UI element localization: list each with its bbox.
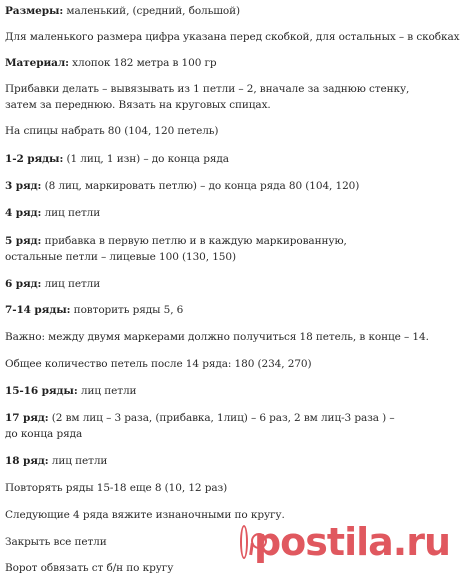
line-row-18: 18 ряд: лиц петли <box>5 455 108 467</box>
line-collar: Ворот обвязать ст б/н по кругу <box>5 562 174 574</box>
line-rows-15-16: 15-16 ряды: лиц петли <box>5 385 137 397</box>
line-increase-note-2: затем за переднюю. Вязать на круговых спицах. <box>5 99 271 111</box>
postila-logo-icon <box>240 525 248 559</box>
line-bind-off: Закрыть все петли <box>5 536 107 548</box>
line-row-6: 6 ряд: лиц петли <box>5 278 101 290</box>
line-important-note: Важно: между двумя маркерами должно получиться 18 петель, в конце – 14. <box>5 331 429 343</box>
line-repeat-rows: Повторять ряды 15-18 еще 8 (10, 12 раз) <box>5 482 228 494</box>
line-rows-1-2: 1-2 ряды: (1 лиц, 1 изн) – до конца ряда <box>5 153 229 165</box>
watermark-text: postila.ru <box>253 520 450 564</box>
line-row-5-cont: остальные петли – лицевые 100 (130, 150) <box>5 251 236 263</box>
line-rows-7-14: 7-14 ряды: повторить ряды 5, 6 <box>5 304 184 316</box>
line-total-stitches: Общее количество петель после 14 ряда: 180 (234, 270) <box>5 358 312 370</box>
line-material: Материал: хлопок 182 метра в 100 гр <box>5 57 217 69</box>
line-row-3: 3 ряд: (8 лиц, маркировать петлю) – до конца ряда 80 (104, 120) <box>5 180 360 192</box>
line-sizes: Размеры: маленький, (средний, большой) <box>5 5 241 17</box>
line-row-17: 17 ряд: (2 вм лиц – 3 раза, (прибавка, 1лиц) – 6 раз, 2 вм лиц-3 раза ) – <box>5 412 395 424</box>
line-increase-note-1: Прибавки делать – вывязывать из 1 петли – 2, вначале за заднюю стенку, <box>5 83 410 95</box>
line-row-17-cont: до конца ряда <box>5 428 83 440</box>
line-row-5: 5 ряд: прибавка в первую петлю и в каждую маркированную, <box>5 235 347 247</box>
line-cast-on: На спицы набрать 80 (104, 120 петель) <box>5 125 219 137</box>
watermark <box>240 520 450 564</box>
line-size-note: Для маленького размера цифра указана перед скобкой, для остальных – в скобках <box>5 31 460 43</box>
line-row-4: 4 ряд: лиц петли <box>5 207 101 219</box>
line-next-4-rows: Следующие 4 ряда вяжите изнаночными по кругу. <box>5 509 285 521</box>
